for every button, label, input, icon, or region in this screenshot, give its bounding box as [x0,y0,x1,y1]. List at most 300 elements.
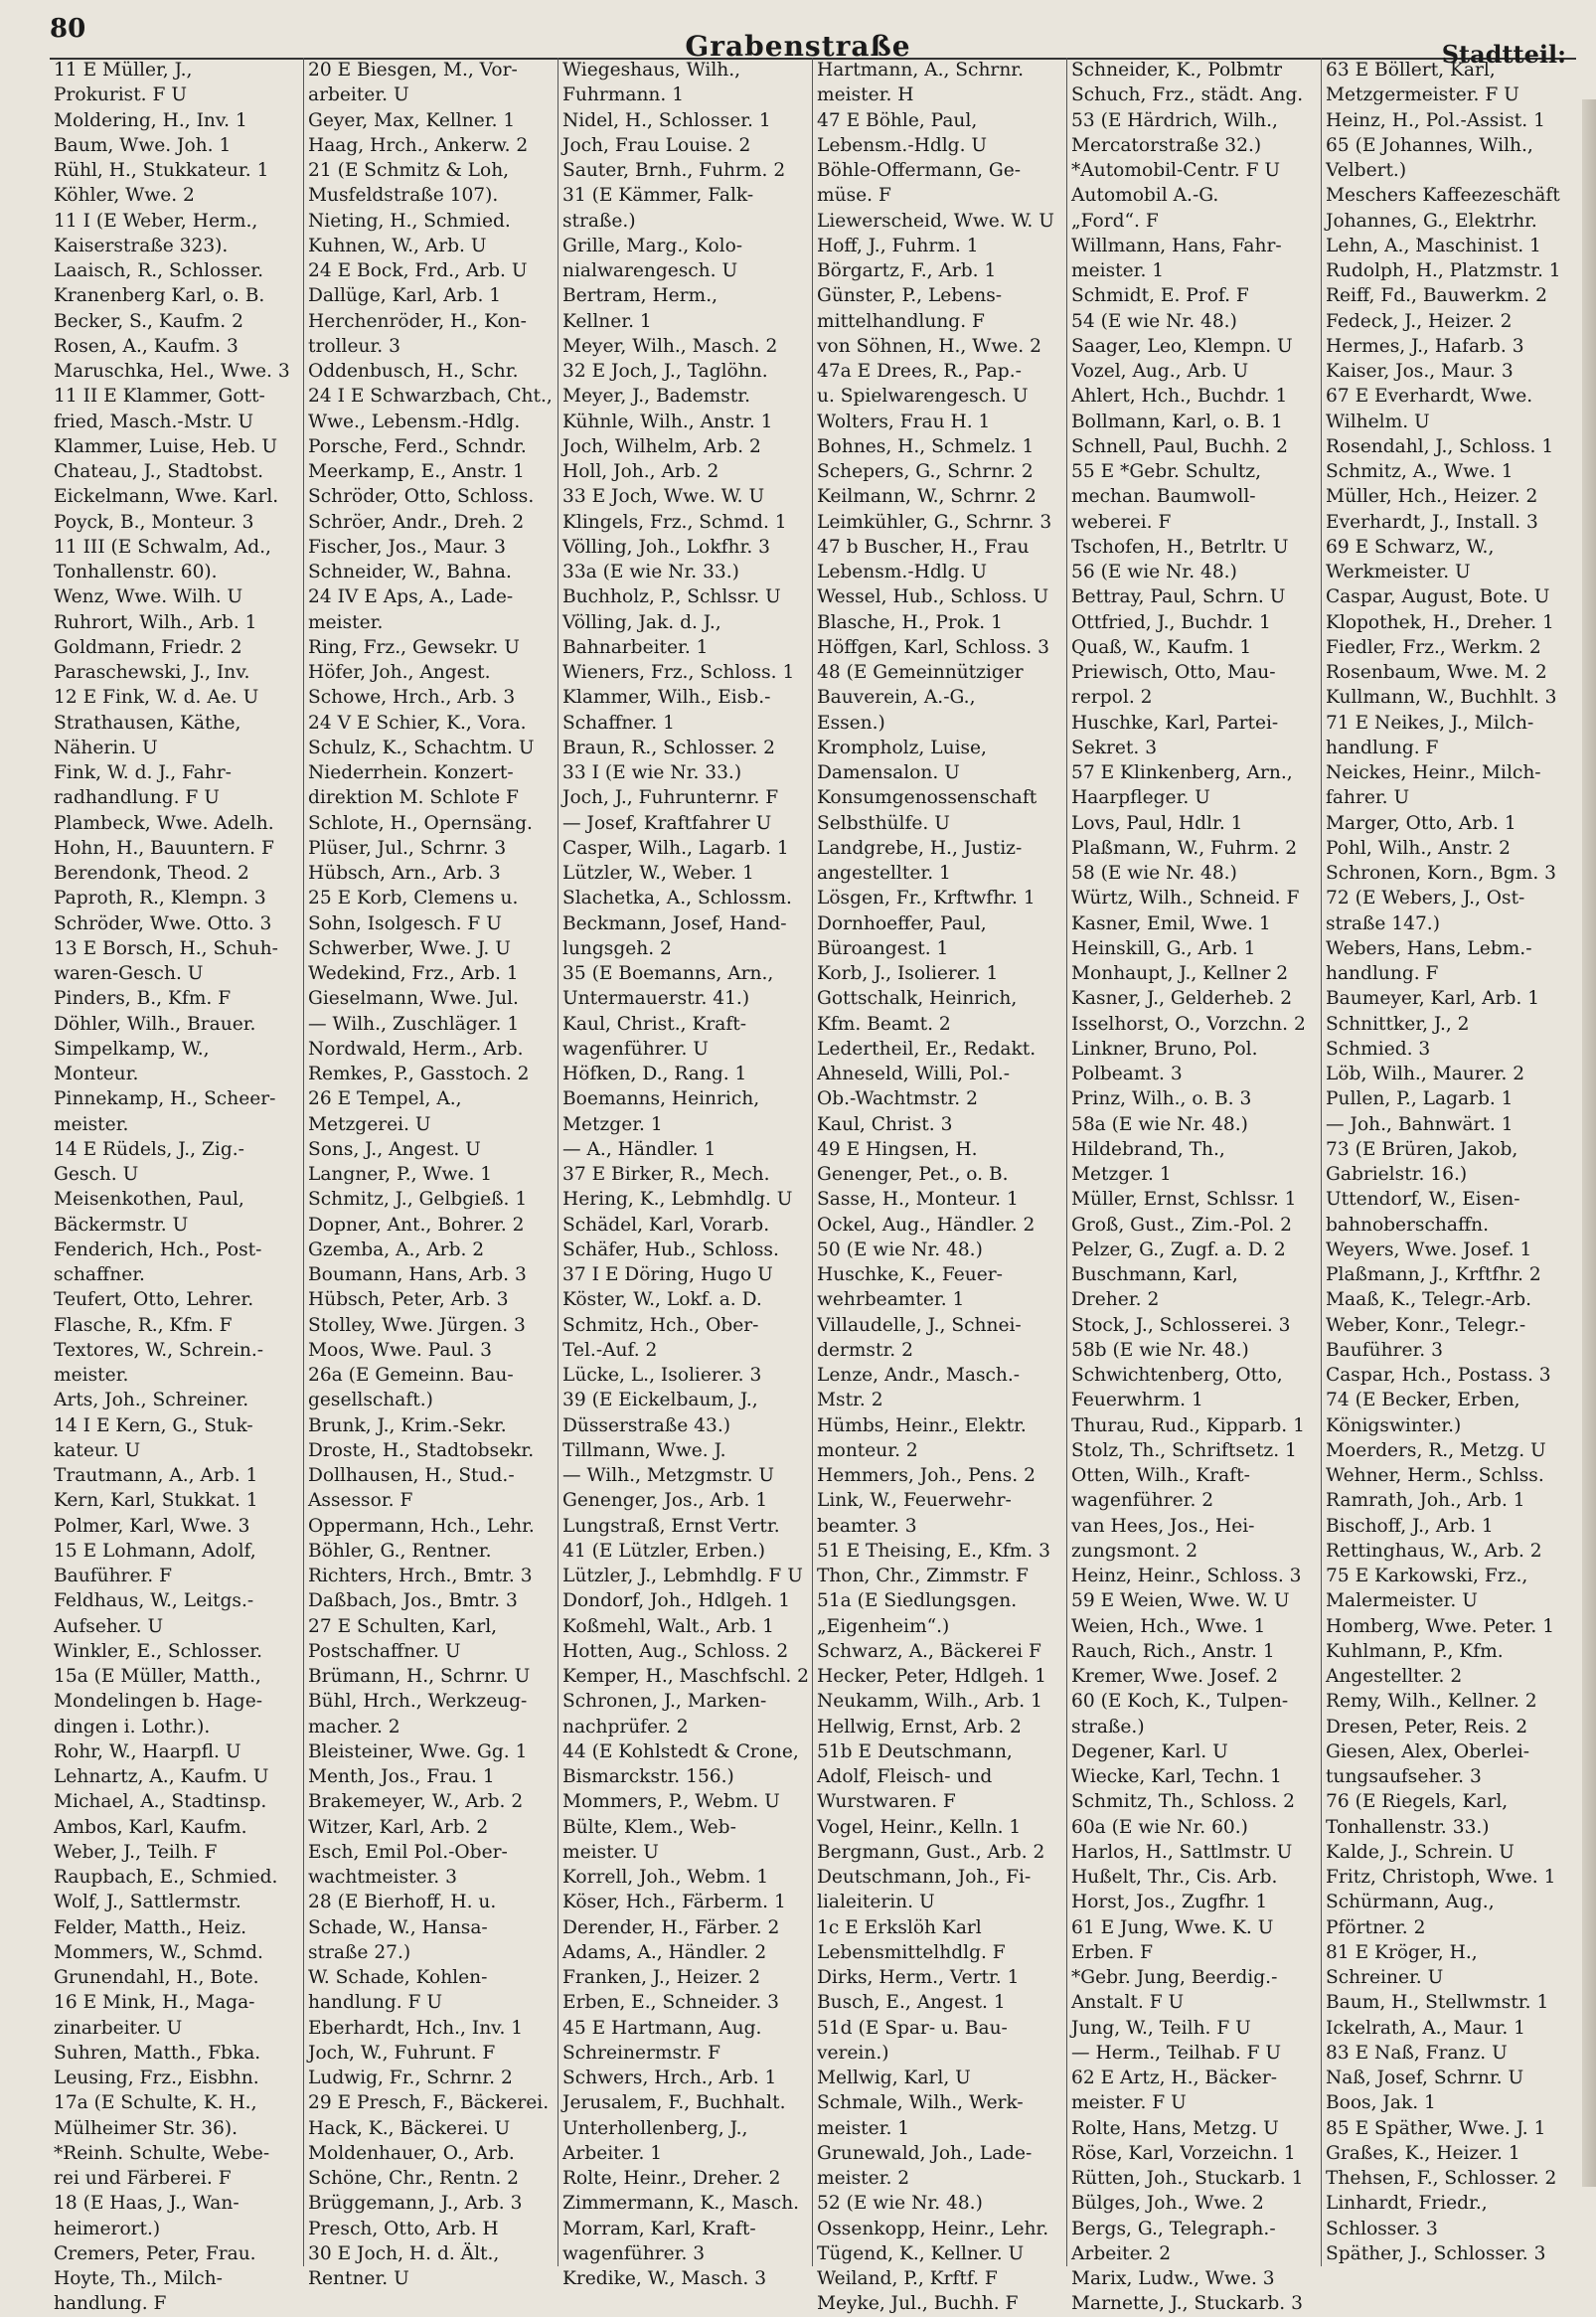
directory-entry-line: Keilmann, W., Schrnr. 2 [817,486,1037,508]
directory-entry-line: Polmer, Karl, Wwe. 3 [54,1515,250,1537]
directory-entry-line: Wilhelm. U [1326,411,1430,432]
directory-entry-line: Hemmers, Joh., Pens. 2 [817,1465,1036,1486]
directory-entry-line: Postschaffner. U [308,1640,461,1662]
directory-entry-line: Wedekind, Frz., Arb. 1 [308,963,519,984]
district-label: Stadtteil: [1441,40,1566,69]
directory-entry-line: Ledertheil, Er., Redakt. [817,1038,1037,1060]
directory-entry-line: Arbeiter. 2 [1071,2242,1172,2264]
directory-entry-line: Moldering, H., Inv. 1 [54,109,247,131]
directory-entry-line: 76 (E Riegels, Karl, [1326,1791,1509,1813]
directory-entry-line: Wehner, Herm., Schlss. [1326,1465,1544,1486]
directory-entry-line: Tügend, K., Kellner. U [817,2242,1025,2264]
directory-entry-line: Tillmann, Wwe. J. [562,1439,726,1461]
directory-entry-line: 75 E Karkowski, Frz., [1326,1566,1528,1586]
directory-entry-line: Braun, R., Schlosser. 2 [562,737,775,758]
directory-entry-line: van Hees, Jos., Hei- [1071,1515,1255,1537]
directory-entry-line: Nidel, H., Schlosser. 1 [562,109,771,131]
directory-entry-line: Oppermann, Hch., Lehr. [308,1515,535,1537]
directory-entry-line: Weiland, P., Krftf. F [817,2268,998,2289]
directory-entry-line: Schmied. 3 [1326,1038,1431,1060]
directory-entry-line: 58b (E wie Nr. 48.) [1071,1339,1249,1361]
directory-entry-line: Sohn, Isolgesch. F U [308,912,502,934]
directory-entry-line: 29 E Presch, F., Bäckerei. [308,2092,550,2114]
directory-entry-line: Erben, E., Schneider. 3 [562,1992,779,2014]
directory-entry-line: 15a (E Müller, Matth., [54,1666,261,1687]
directory-entry-line: Slachetka, A., Schlossm. [562,888,792,910]
directory-entry-line: 54 (E wie Nr. 48.) [1071,310,1237,332]
directory-entry-line: Haag, Hrch., Ankerw. 2 [308,134,529,156]
directory-entry-line: Günster, P., Lebens- [817,285,1003,307]
directory-entry-line: Meyer, J., Bademstr. [562,386,751,408]
directory-entry-line: Schmale, Wilh., Werk- [817,2092,1024,2114]
directory-entry-line: Schreinermstr. F [562,2042,721,2064]
directory-entry-line: Johannes, G., Elektrhr. [1326,210,1537,232]
directory-entry-line: Untermauerstr. 41.) [562,988,750,1010]
directory-entry-line: Poyck, B., Monteur. 3 [54,511,254,533]
directory-entry-line: Suhren, Matth., Fbka. [54,2042,261,2064]
directory-entry-line: „Ford“. F [1071,210,1159,232]
directory-entry-line: 24 I E Schwarzbach, Cht., [308,386,553,408]
directory-entry-line: 24 V E Schier, K., Vora. [308,712,527,734]
directory-entry-line: Chateau, J., Stadtobst. [54,461,264,482]
directory-entry-line: Klammer, Wilh., Eisb.- [562,687,771,709]
directory-entry-line: Wurstwaren. F [817,1791,956,1813]
directory-entry-line: 27 E Schulten, Karl, [308,1615,498,1637]
directory-column-3 [559,58,813,2289]
directory-entry-line: Kellner. 1 [562,310,652,332]
directory-entry-line: straße 27.) [308,1941,411,1963]
directory-entry-line: Fiedler, Frz., Werkm. 2 [1326,636,1541,658]
directory-entry-line: Thurau, Rud., Kipparb. 1 [1071,1414,1305,1436]
directory-entry-line: Langner, P., Wwe. 1 [308,1164,493,1185]
directory-entry-line: Hotten, Aug., Schloss. 2 [562,1640,789,1662]
directory-entry-line: gesellschaft.) [308,1390,433,1411]
directory-entry-line: Brümann, H., Schrnr. U [308,1666,531,1687]
directory-entry-line: 21 (E Schmitz & Loh, [308,160,510,181]
directory-entry-line: 25 E Korb, Clemens u. [308,888,519,910]
directory-entry-line: Hümbs, Heinr., Elektr. [817,1414,1027,1436]
directory-entry-line: Kühnle, Wilh., Anstr. 1 [562,411,773,432]
directory-entry-line: 14 I E Kern, G., Stuk- [54,1414,253,1436]
directory-entry-line: Hußelt, Thr., Cis. Arb. [1071,1867,1278,1888]
directory-entry-line: Busch, E., Angest. 1 [817,1992,1006,2014]
directory-entry-line: Mercatorstraße 32.) [1071,134,1262,156]
directory-entry-line: Ickelrath, A., Maur. 1 [1326,2017,1525,2039]
directory-entry-line: Boumann, Hans, Arb. 3 [308,1264,527,1285]
directory-entry-line: 73 (E Brüren, Jakob, [1326,1138,1518,1160]
directory-entry-line: Kasner, J., Gelderheb. 2 [1071,988,1293,1010]
directory-entry-line: Isselhorst, O., Vorzchn. 2 [1071,1013,1306,1035]
directory-entry-line: Schwichtenberg, Otto, [1071,1365,1283,1386]
directory-entry-line: meister. H [817,84,914,106]
directory-entry-line: zungsmont. 2 [1071,1540,1198,1562]
directory-entry-line: Nieting, H., Schmied. [308,210,511,232]
directory-entry-line: Stock, J., Schlosserei. 3 [1071,1314,1291,1336]
directory-entry-line: 56 (E wie Nr. 48.) [1071,562,1237,582]
directory-entry-line: Kern, Karl, Stukkat. 1 [54,1490,258,1512]
directory-entry-line: 17a (E Schulte, K. H., [54,2092,257,2114]
directory-entry-line: Ahlert, Hch., Buchdr. 1 [1071,386,1288,408]
directory-entry-line: Joch, Frau Louise. 2 [562,134,751,156]
directory-entry-line: 50 (E wie Nr. 48.) [817,1239,983,1260]
directory-entry-line: Moos, Wwe. Paul. 3 [308,1339,492,1361]
directory-entry-line: Nordwald, Herm., Arb. [308,1038,524,1060]
directory-entry-line: Schröer, Andr., Dreh. 2 [308,511,525,533]
directory-entry-line: Weien, Hch., Wwe. 1 [1071,1615,1266,1637]
directory-entry-line: Völling, Joh., Lokfhr. 3 [562,536,770,558]
directory-entry-line: Höffgen, Karl, Schloss. 3 [817,636,1049,658]
directory-entry-line: Schulz, K., Schachtm. U [308,737,535,758]
directory-entry-line: Wwe., Lebensm.-Hdlg. [308,411,521,432]
directory-entry-line: fried, Masch.-Mstr. U [54,411,254,432]
directory-entry-line: Unterhollenberg, J., [562,2117,748,2139]
directory-entry-line: Kuhnen, W., Arb. U [308,235,487,256]
directory-entry-line: 31 (E Kämmer, Falk- [562,185,754,207]
directory-entry-line: 69 E Schwarz, W., [1326,536,1495,558]
directory-entry-line: 11 III (E Schwalm, Ad., [54,536,271,558]
directory-entry-line: Arts, Joh., Schreiner. [54,1390,249,1411]
directory-entry-line: Schade, W., Hansa- [308,1916,488,1938]
directory-column-1 [50,58,304,2315]
directory-entry-line: Pinders, B., Kfm. F [54,988,232,1010]
directory-entry-line: tungsaufseher. 3 [1326,1766,1482,1787]
directory-entry-line: 33 E Joch, Wwe. W. U [562,486,765,508]
directory-entry-line: Bleisteiner, Wwe. Gg. 1 [308,1740,528,1762]
directory-entry-line: Völling, Jak. d. J., [562,611,721,633]
directory-entry-line: 59 E Weien, Wwe. W. U [1071,1590,1290,1612]
directory-entry-line: Düsserstraße 43.) [562,1414,731,1436]
directory-entry-line: Ahneseld, Willi, Pol.- [817,1064,1011,1084]
directory-entry-line: Schlosser. 3 [1326,2218,1438,2239]
directory-entry-line: Derender, H., Färber. 2 [562,1916,780,1938]
directory-entry-line: Bauführer. 3 [1326,1339,1443,1361]
directory-entry-line: Müller, Ernst, Schlssr. 1 [1071,1189,1297,1211]
directory-entry-line: Oddenbusch, H., Schr. [308,361,519,382]
directory-entry-line: 11 I (E Weber, Herm., [54,210,258,232]
directory-entry-line: Wolters, Frau H. 1 [817,411,991,432]
directory-entry-line: Kullmann, W., Buchhlt. 3 [1326,687,1557,709]
directory-entry-line: zinarbeiter. U [54,2017,183,2039]
directory-entry-line: Buchholz, P., Schlssr. U [562,586,781,608]
directory-entry-line: Joch, W., Fuhrunt. F [308,2042,496,2064]
directory-entry-line: weberei. F [1071,511,1172,533]
directory-entry-line: Bülges, Joh., Wwe. 2 [1071,2193,1264,2215]
directory-entry-line: Bischoff, J., Arb. 1 [1326,1515,1494,1537]
directory-entry-line: Pinnekamp, H., Scheer- [54,1088,276,1110]
directory-entry-line: Heinz, Heinr., Schloss. 3 [1071,1566,1302,1586]
directory-entry-line: wachtmeister. 3 [308,1867,457,1888]
directory-entry-line: 53 (E Härdrich, Wilh., [1071,109,1278,131]
directory-entry-line: Rudolph, H., Platzmstr. 1 [1326,260,1561,281]
directory-entry-line: Röse, Karl, Vorzeichn. 1 [1071,2142,1296,2164]
directory-entry-line: 13 E Borsch, H., Schuh- [54,937,278,959]
directory-entry-line: Lenze, Andr., Masch.- [817,1365,1021,1386]
directory-entry-line: Hellwig, Ernst, Arb. 2 [817,1716,1022,1738]
directory-entry-line: Moerders, R., Metzg. U [1326,1439,1546,1461]
directory-entry-line: Plambeck, Wwe. Adelh. [54,812,274,834]
directory-entry-line: Bergs, G., Telegraph.- [1071,2218,1276,2239]
directory-entry-line: 12 E Fink, W. d. Ae. U [54,687,259,709]
directory-entry-line: Kremer, Wwe. Josef. 2 [1071,1666,1278,1687]
directory-entry-line: Müller, Hch., Heizer. 2 [1326,486,1538,508]
directory-entry-line: Schmitz, Th., Schloss. 2 [1071,1791,1295,1813]
directory-entry-line: Bollmann, Karl, o. B. 1 [1071,411,1283,432]
directory-entry-line: Kasner, Emil, Wwe. 1 [1071,912,1271,934]
directory-entry-line: Cremers, Peter, Frau. [54,2242,256,2264]
directory-entry-line: 61 E Jung, Wwe. K. U [1071,1916,1274,1938]
directory-entry-line: 26 E Tempel, A., [308,1088,462,1110]
directory-entry-line: Bertram, Herm., [562,285,718,307]
directory-entry-line: Becker, S., Kaufm. 2 [54,310,243,332]
directory-entry-line: Neickes, Heinr., Milch- [1326,762,1541,783]
directory-entry-line: Hübsch, Arn., Arb. 3 [308,863,501,884]
directory-entry-line: Ring, Frz., Gewsekr. U [308,636,520,658]
directory-entry-line: Hoyte, Th., Milch- [54,2268,223,2289]
directory-entry-line: Kaul, Christ. 3 [817,1113,953,1135]
directory-entry-line: Witzer, Karl, Arb. 2 [308,1816,489,1838]
directory-entry-line: Gottschalk, Heinrich, [817,988,1018,1010]
directory-entry-line: 24 IV E Aps, A., Lade- [308,586,514,608]
directory-entry-line: Brüggemann, J., Arb. 3 [308,2193,523,2215]
directory-entry-line: 83 E Naß, Franz. U [1326,2042,1508,2064]
directory-entry-line: Lützler, J., Lebmhdlg. F U [562,1566,803,1586]
directory-entry-line: bahnoberschaffn. [1326,1214,1490,1236]
directory-entry-line: Brakemeyer, W., Arb. 2 [308,1791,524,1813]
directory-entry-line: 51d (E Spar- u. Bau- [817,2017,1008,2039]
directory-entry-line: mittelhandlung. F [817,310,985,332]
directory-entry-line: 58 (E wie Nr. 48.) [1071,863,1237,884]
directory-entry-line: 63 E Böllert, Karl, [1326,60,1496,81]
directory-entry-line: Grille, Marg., Kolo- [562,235,743,256]
directory-entry-line: u. Spielwarengesch. U [817,386,1029,408]
directory-entry-line: Lehnartz, A., Kaufm. U [54,1766,269,1787]
directory-entry-line: Flasche, R., Kfm. F [54,1314,233,1336]
directory-entry-line: Ossenkopp, Heinr., Lehr. [817,2218,1049,2239]
directory-entry-line: Plaßmann, W., Fuhrm. 2 [1071,837,1298,859]
directory-entry-line: straße.) [1071,1716,1145,1738]
directory-entry-line: 52 (E wie Nr. 48.) [817,2193,983,2215]
directory-entry-line: Schaffner. 1 [562,712,675,734]
directory-entry-line: lialeiterin. U [817,1892,935,1913]
directory-entry-line: Plüser, Jul., Schrnr. 3 [308,837,507,859]
directory-entry-line: Rohr, W., Haarpfl. U [54,1740,241,1762]
directory-entry-line: Grunewald, Joh., Lade- [817,2142,1033,2164]
directory-entry-line: angestellter. 1 [817,863,951,884]
directory-entry-line: Horst, Jos., Zugfhr. 1 [1071,1892,1268,1913]
directory-entry-line: meister. [54,1113,129,1135]
directory-entry-line: Fritz, Christoph, Wwe. 1 [1326,1867,1556,1888]
directory-entry-line: Prinz, Wilh., o. B. 3 [1071,1088,1252,1110]
directory-entry-line: Hohn, H., Bauuntern. F [54,837,274,859]
directory-entry-line: Gzemba, A., Arb. 2 [308,1239,485,1260]
directory-entry-line: 32 E Joch, J., Taglöhn. [562,361,768,382]
directory-entry-line: Simpelkamp, W., [54,1038,210,1060]
directory-entry-line: Metzgermeister. F U [1326,84,1519,106]
directory-entry-line: 51 E Theising, E., Kfm. 3 [817,1540,1050,1562]
directory-entry-line: Leusing, Frz., Eisbhn. [54,2068,259,2088]
directory-entry-line: handlung. F U [308,1992,443,2014]
directory-entry-line: Löb, Wilh., Maurer. 2 [1326,1064,1525,1084]
directory-entry-line: Lösgen, Fr., Krftwfhr. 1 [817,888,1036,910]
directory-entry-line: Hecker, Peter, Hdlgeh. 1 [817,1666,1046,1687]
directory-entry-line: Monteur. [54,1064,139,1084]
directory-entry-line: 33a (E wie Nr. 33.) [562,562,739,582]
directory-entry-line: *Automobil-Centr. F U [1071,160,1281,181]
directory-entry-line: Malermeister. U [1326,1590,1478,1612]
directory-entry-line: Monhaupt, J., Kellner 2 [1071,963,1289,984]
directory-entry-line: Dallüge, Karl, Arb. 1 [308,285,502,307]
directory-entry-line: arbeiter. U [308,84,409,106]
directory-entry-line: 14 E Rüdels, J., Zig.- [54,1138,244,1160]
directory-entry-line: Schowe, Hrch., Arb. 3 [308,687,516,709]
directory-entry-line: Niederrhein. Konzert- [308,762,514,783]
directory-entry-line: Feuerwhrm. 1 [1071,1390,1203,1411]
directory-entry-line: 60 (E Koch, K., Tulpen- [1071,1691,1289,1713]
directory-entry-line: Schneider, K., Polbmtr [1071,60,1283,81]
directory-entry-line: 47 E Böhle, Paul, [817,109,978,131]
directory-entry-line: Schmitz, A., Wwe. 1 [1326,461,1514,482]
directory-entry-line: Schäfer, Hub., Schloss. [562,1239,779,1260]
directory-entry-line: Werkmeister. U [1326,562,1471,582]
directory-entry-line: Haarpfleger. U [1071,787,1210,809]
directory-entry-line: beamter. 3 [817,1515,917,1537]
directory-entry-line: Willmann, Hans, Fahr- [1071,235,1282,256]
directory-entry-line: Ludwig, Fr., Schrnr. 2 [308,2068,513,2088]
directory-entry-line: Rettinghaus, W., Arb. 2 [1326,1540,1542,1562]
directory-entry-line: Schronen, Korn., Bgm. 3 [1326,863,1557,884]
directory-entry-line: Boos, Jak. 1 [1326,2092,1436,2114]
directory-entry-line: Jung, W., Teilh. F U [1071,2017,1251,2039]
directory-entry-line: Strathausen, Käthe, [54,712,241,734]
directory-entry-line: 48 (E Gemeinnütziger [817,662,1024,683]
directory-entry-line: Esch, Emil Pol.-Ober- [308,1841,508,1863]
directory-entry-line: 37 E Birker, R., Mech. [562,1164,770,1185]
directory-entry-line: 35 (E Boemanns, Arn., [562,963,774,984]
directory-entry-line: 26a (E Gemeinn. Bau- [308,1365,514,1386]
directory-entry-line: Tonhallenstr. 33.) [1326,1816,1490,1838]
directory-entry-line: Schepers, G., Schrnr. 2 [817,461,1034,482]
directory-entry-line: Felder, Matth., Heiz. [54,1916,247,1938]
directory-column-5 [1067,58,1322,2315]
directory-entry-line: Berendonk, Theod. 2 [54,863,249,884]
directory-entry-line: 30 E Joch, H. d. Ält., [308,2242,500,2264]
directory-entry-line: verein.) [817,2042,889,2064]
directory-entry-line: 49 E Hingsen, H. [817,1138,978,1160]
directory-entry-line: Genenger, Jos., Arb. 1 [562,1490,768,1512]
directory-entry-line: Landgrebe, H., Justiz- [817,837,1023,859]
directory-entry-line: Quaß, W., Kaufm. 1 [1071,636,1252,658]
directory-entry-line: Wieners, Frz., Schloss. 1 [562,662,795,683]
directory-entry-line: Baumeyer, Karl, Arb. 1 [1326,988,1540,1010]
directory-entry-line: Lovs, Paul, Hdlr. 1 [1071,812,1243,834]
directory-entry-line: Gieselmann, Wwe. Jul. [308,988,519,1010]
directory-entry-line: macher. 2 [308,1716,400,1738]
directory-entry-line: Ambos, Karl, Kaufm. [54,1816,247,1838]
directory-entry-line: Bauverein, A.-G., [817,687,976,709]
directory-entry-line: Priewisch, Otto, Mau- [1071,662,1276,683]
directory-entry-line: 58a (E wie Nr. 48.) [1071,1113,1248,1135]
directory-entry-line: Fenderich, Hch., Post- [54,1239,262,1260]
directory-entry-line: Hermes, J., Hafarb. 3 [1326,335,1524,357]
directory-entry-line: Weyers, Wwe. Josef. 1 [1326,1239,1532,1260]
directory-entry-line: Meerkamp, E., Anstr. 1 [308,461,525,482]
directory-entry-line: 51a (E Siedlungsgen. [817,1590,1018,1612]
directory-entry-line: 45 E Hartmann, Aug. [562,2017,762,2039]
directory-entry-line: Kuhlmann, P., Kfm. [1326,1640,1504,1662]
directory-entry-line: 11 II E Klammer, Gott- [54,386,265,408]
directory-entry-line: Mstr. 2 [817,1390,883,1411]
directory-entry-line: Mommers, P., Webm. U [562,1791,780,1813]
directory-entry-line: Leimkühler, G., Schrnr. 3 [817,511,1052,533]
directory-entry-line: Klammer, Luise, Heb. U [54,435,278,457]
directory-entry-line: 81 E Kröger, H., [1326,1941,1478,1963]
directory-entry-line: Lebensm.-Hdlg. U [817,134,988,156]
directory-entry-line: wagenführer. U [562,1038,709,1060]
directory-entry-line: Aufseher. U [54,1615,164,1637]
directory-entry-line: Deutschmann, Joh., Fi- [817,1867,1032,1888]
directory-entry-line: Brunk, J., Krim.-Sekr. [308,1414,507,1436]
directory-entry-line: Schmidt, E. Prof. F [1071,285,1249,307]
directory-entry-line: Holl, Joh., Arb. 2 [562,461,719,482]
directory-entry-line: Meyer, Wilh., Masch. 2 [562,335,778,357]
directory-entry-line: Assessor. F [308,1490,413,1512]
directory-entry-line: Mondelingen b. Hage- [54,1691,262,1713]
directory-entry-line: Ockel, Aug., Händler. 2 [817,1214,1036,1236]
directory-entry-line: Degener, Karl. U [1071,1740,1228,1762]
directory-entry-line: Krompholz, Luise, [817,737,987,758]
directory-entry-line: Genenger, Pet., o. B. [817,1164,1009,1185]
directory-column-4 [813,58,1067,2315]
directory-entry-line: meister. U [562,1841,659,1863]
directory-entry-line: 47a E Drees, R., Pap.- [817,361,1022,382]
directory-entry-line: Späther, J., Schlosser. 3 [1326,2242,1546,2264]
directory-entry-line: Hoff, J., Fuhrm. 1 [817,235,979,256]
directory-entry-line: 41 (E Lützler, Erben.) [562,1540,766,1562]
directory-entry-line: Schürmann, Aug., [1326,1892,1495,1913]
directory-entry-line: 62 E Artz, H., Bäcker- [1071,2068,1278,2088]
directory-entry-line: Dollhausen, H., Stud.- [308,1465,515,1486]
directory-entry-line: Klingels, Frz., Schmd. 1 [562,511,787,533]
directory-entry-line: *Reinh. Schulte, Webe- [54,2142,270,2164]
directory-entry-line: Rosendahl, J., Schloss. 1 [1326,435,1554,457]
directory-entry-line: Linhardt, Friedr., [1326,2193,1488,2215]
directory-entry-line: monteur. 2 [817,1439,918,1461]
directory-entry-line: Remkes, P., Gasstoch. 2 [308,1064,530,1084]
directory-entry-line: Villaudelle, J., Schnei- [817,1314,1022,1336]
directory-entry-line: Ob.-Wachtmstr. 2 [817,1088,978,1110]
directory-entry-line: Bäckermstr. U [54,1214,189,1236]
directory-entry-line: 55 E *Gebr. Schultz, [1071,461,1262,482]
directory-entry-line: Feldhaus, W., Leitgs.- [54,1590,254,1612]
directory-entry-line: Kaiserstraße 323). [54,235,229,256]
directory-entry-line: Königswinter.) [1326,1414,1462,1436]
directory-entry-line: Maaß, K., Telegr.-Arb. [1326,1289,1532,1311]
directory-entry-line: Schöne, Chr., Rentn. 2 [308,2168,519,2189]
directory-entry-line: Automobil A.-G. [1071,185,1219,207]
directory-entry-line: straße.) [562,210,636,232]
directory-entry-line: 72 (E Webers, J., Ost- [1326,888,1525,910]
directory-entry-line: 33 I (E wie Nr. 33.) [562,762,742,783]
directory-entry-line: Lützler, W., Weber. 1 [562,863,754,884]
directory-entry-line: Schmitz, J., Gelbgieß. 1 [308,1189,528,1211]
directory-entry-line: wehrbeamter. 1 [817,1289,965,1311]
directory-entry-line: Wessel, Hub., Schloss. U [817,586,1049,608]
directory-entry-line: 20 E Biesgen, M., Vor- [308,60,518,81]
directory-entry-line: Anstalt. F U [1071,1992,1185,2014]
directory-entry-line: Korb, J., Isolierer. 1 [817,963,999,984]
directory-entry-line: Teufert, Otto, Lehrer. [54,1289,254,1311]
directory-entry-line: Rolte, Heinr., Dreher. 2 [562,2168,781,2189]
